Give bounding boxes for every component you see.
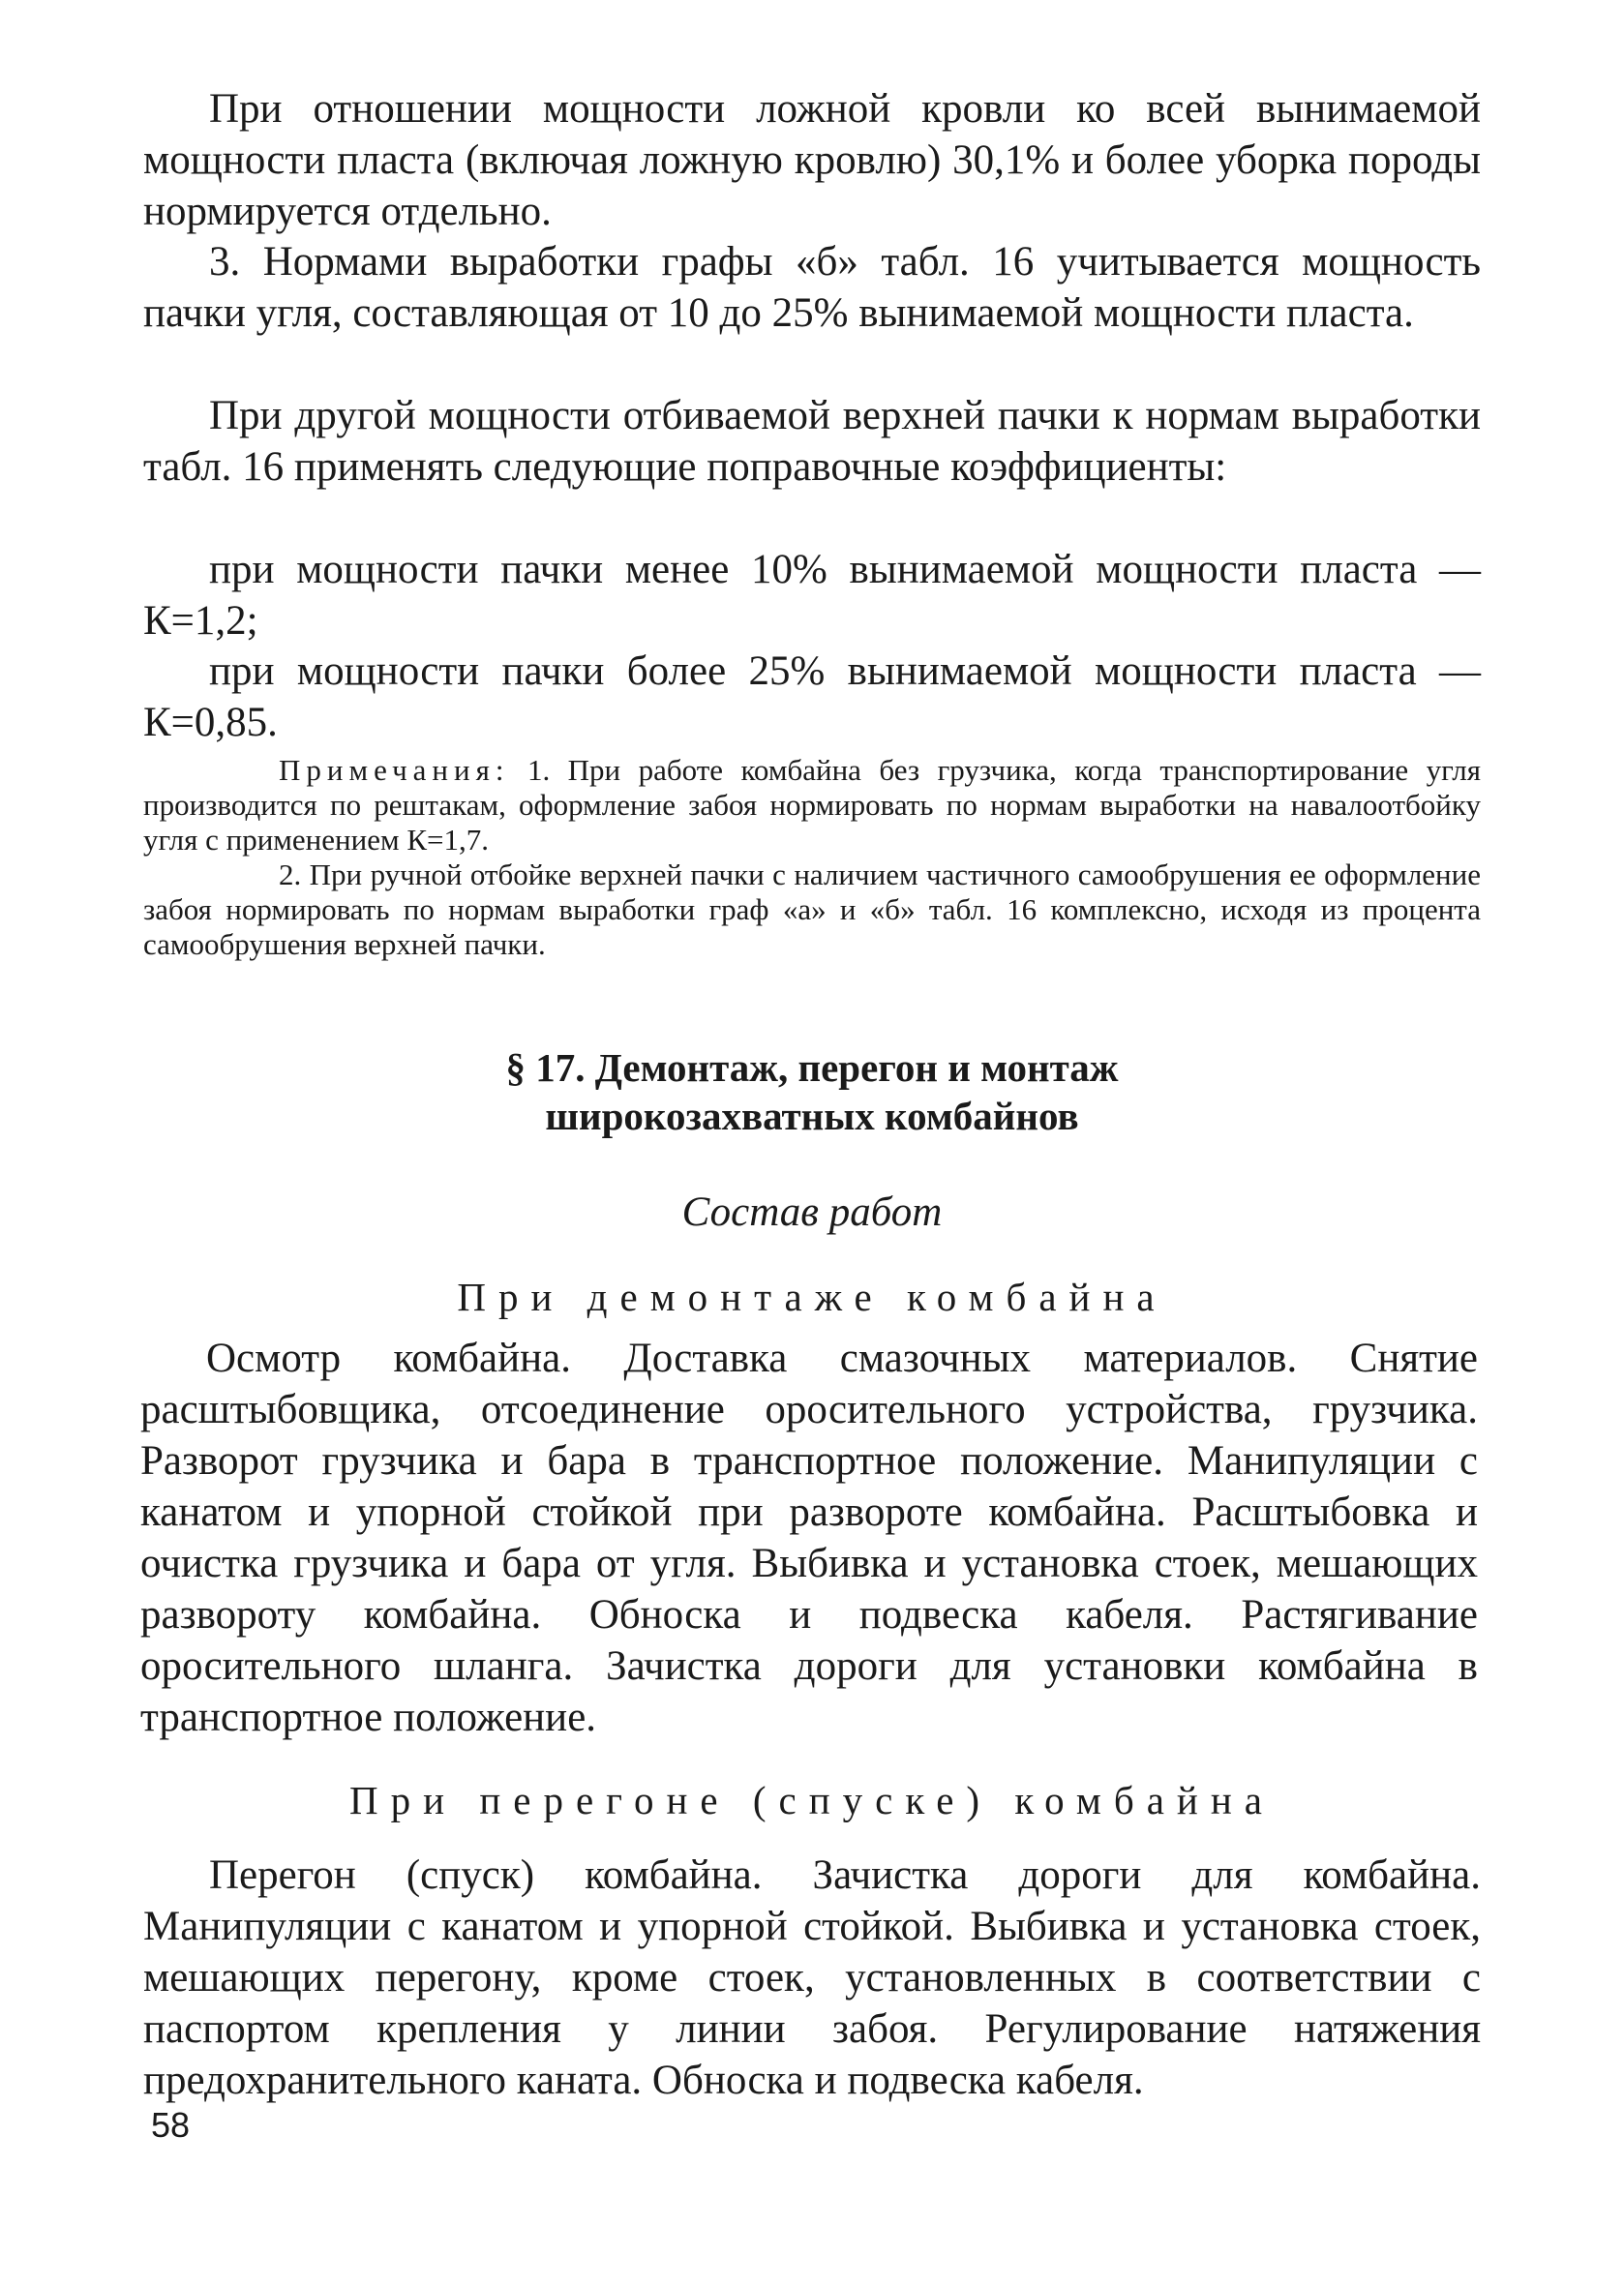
section-title xyxy=(143,1043,1481,1140)
section-title-line-2: широкозахватных комбайнов xyxy=(545,1094,1079,1138)
paragraph-norm-3: 3. Нормами выработки графы «б» табл. 16 учитывается мощность пачки угля, составляющая от 10 до 25% вынимаемой мощности пласта. xyxy=(143,239,1481,336)
transfer-heading: При перегоне (спуске) комбайна xyxy=(349,1778,1275,1822)
dismantle-heading: При демонтаже комбайна xyxy=(457,1275,1167,1319)
transfer-paragraph: Перегон (спуск) комбайна. Зачистка дороги для комбайна. Манипуляции с канатом и упорной стойкой. Выбивка и установка стоек, мешающих перегону, кроме стоек, установленных в соответствии с паспортом крепления у линии забоя. Регулирование натяжения предохранительного каната. Обноска и подвеска кабеля. xyxy=(143,1852,1481,2103)
composition-subtitle: Состав работ xyxy=(681,1189,943,1235)
paragraph-coef-less-10: при мощности пачки менее 10% вынимаемой мощности пласта — К=1,2; xyxy=(143,547,1481,644)
note-1-text: 1. При работе комбайна без грузчика, когда транспортирование угля производится по рештакам, оформление забоя нормировать по нормам выработки на навалоотбойку угля с применением К=1,7. xyxy=(143,753,1481,857)
paragraph-coef-more-25: при мощности пачки более 25% вынимаемой мощности пласта — К=0,85. xyxy=(143,648,1481,745)
note-1 xyxy=(143,753,1481,858)
dismantle-paragraph: Осмотр комбайна. Доставка смазочных материалов. Снятие расштыбовщика, отсоединение оросительного устройства, грузчика. Разворот грузчика и бара в транспортное положение. Манипуляции с канатом и упорной стойкой при развороте комбайна. Расштыбовка и очистка грузчика и бара от угля. Выбивка и установка стоек, мешающих развороту комбайна. Обноска и подвеска кабеля. Растягивание оросительного шланга. Зачистка дороги для установки комбайна в транспортное положение. xyxy=(140,1336,1478,1740)
notes-label: Примечания: xyxy=(279,753,510,787)
note-2: 2. При ручной отбойке верхней пачки с наличием частичного самообрушения ее оформление забоя нормировать по нормам выработки граф «а» и «б» табл. 16 комплексно, исходя из процента самообрушения верхней пачки. xyxy=(143,858,1481,961)
paragraph-false-roof: При отношении мощности ложной кровли ко всей вынимаемой мощности пласта (включая ложную кровлю) 30,1% и более уборка породы нормируется отдельно. xyxy=(143,86,1481,234)
page-number: 58 xyxy=(151,2105,191,2145)
paragraph-correction-coefficients: При другой мощности отбиваемой верхней пачки к нормам выработки табл. 16 применять следующие поправочные коэффициенты: xyxy=(143,393,1481,490)
section-title-line-1: § 17. Демонтаж, перегон и монтаж xyxy=(505,1045,1119,1090)
